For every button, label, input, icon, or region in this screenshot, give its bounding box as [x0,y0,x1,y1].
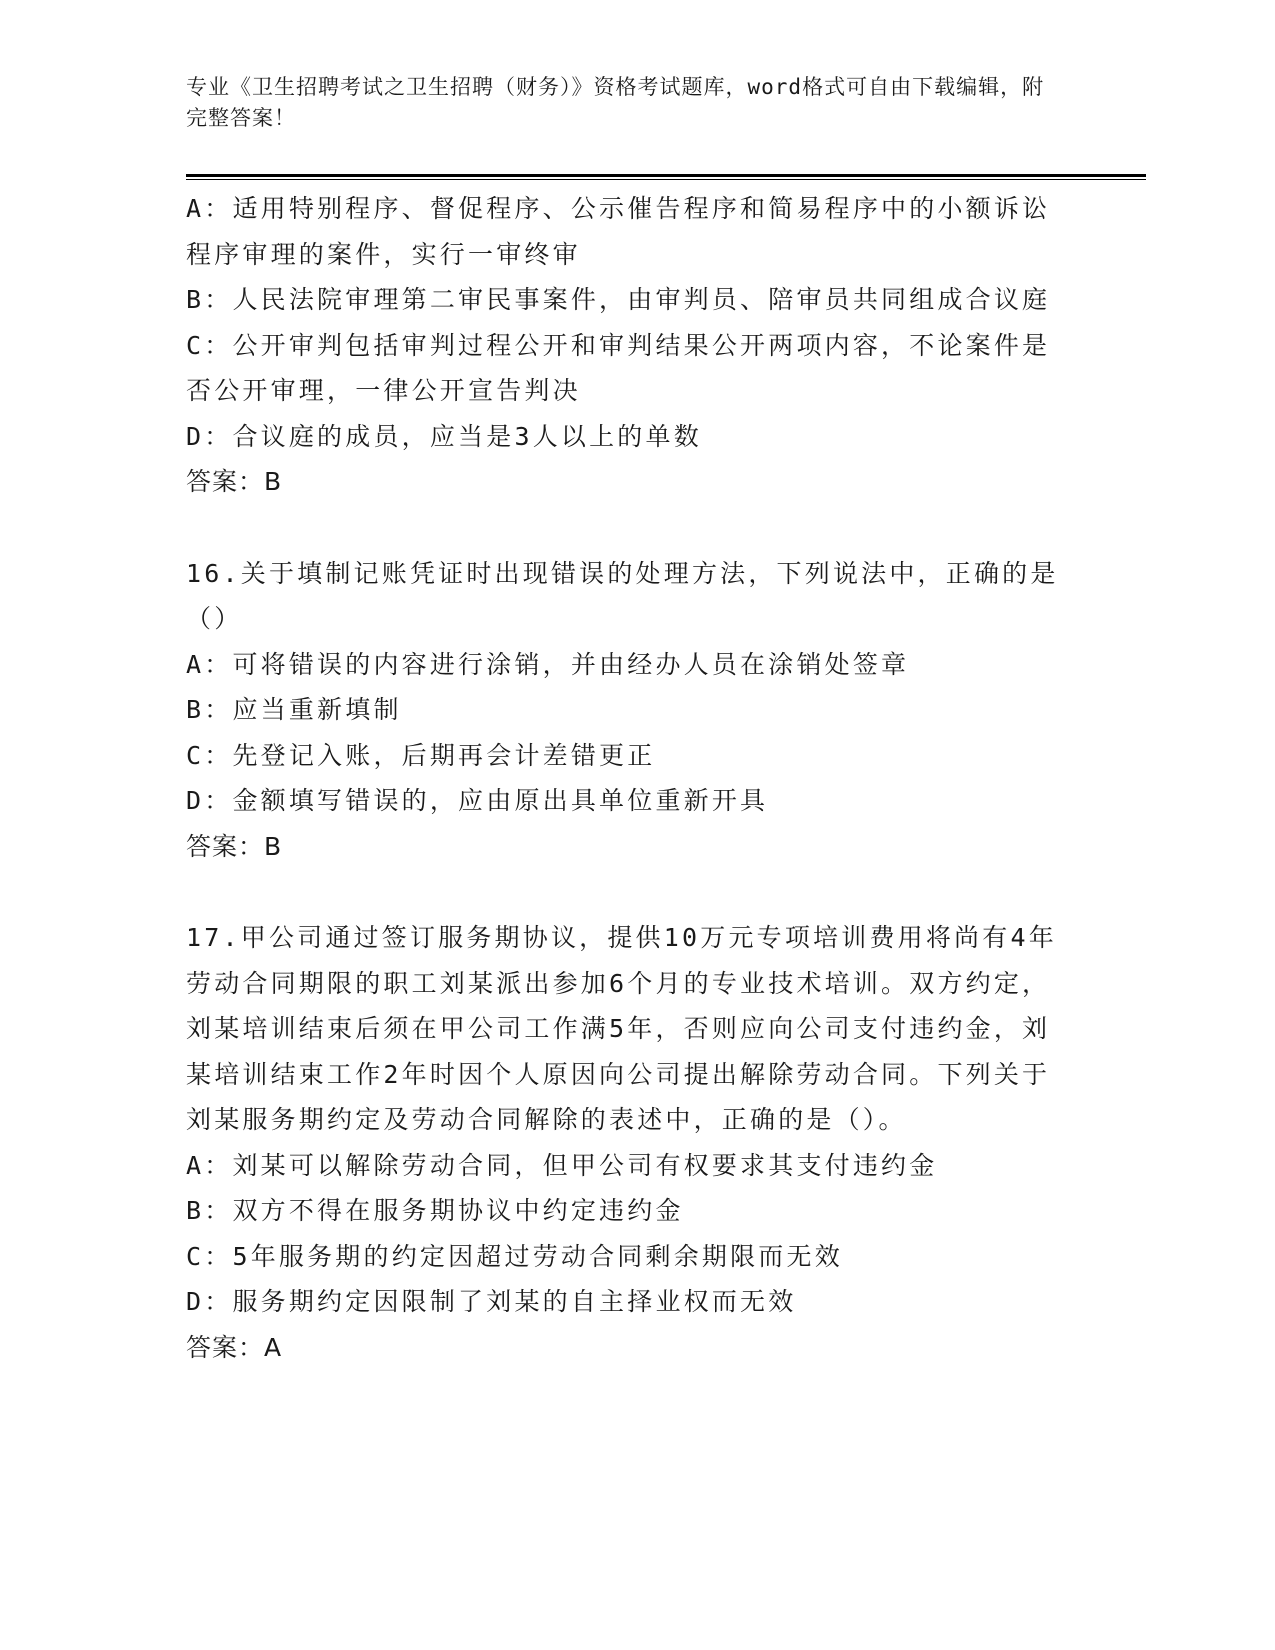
question-stem: 17.甲公司通过签订服务期协议，提供10万元专项培训费用将尚有4年劳动合同期限的职工刘某派出参加6个月的专业技术培训。双方约定，刘某培训结束后须在甲公司工作满5年，否则应向公司支付违约金，刘某培训结束工作2年时因个人原因向公司提出解除劳动合同。下列关于刘某服务期约定及劳动合同解除的表述中，正确的是（）。 [186,923,1057,1134]
option-d: D：服务期约定因限制了刘某的自主择业权而无效 [186,1287,797,1316]
option-b: B：人民法院审理第二审民事案件，由审判员、陪审员共同组成合议庭 [186,285,1051,314]
option-b: B：双方不得在服务期协议中约定违约金 [186,1196,684,1225]
option-a: A：适用特别程序、督促程序、公示催告程序和简易程序中的小额诉讼程序审理的案件，实行一审终审 [186,194,1051,269]
answer-line: 答案：A [186,1332,283,1362]
document-page [186,72,1146,1370]
question-15-continued [186,186,1061,505]
header-divider [186,174,1146,180]
option-a: A：可将错误的内容进行涂销，并由经办人员在涂销处签章 [186,649,910,679]
answer-line: 答案：B [186,831,283,861]
option-b: B：应当重新填制 [186,695,402,724]
option-a: A：刘某可以解除劳动合同，但甲公司有权要求其支付违约金 [186,1150,938,1180]
option-d: D：金额填写错误的，应由原出具单位重新开具 [186,786,769,815]
answer-line: 答案：B [186,467,283,496]
question-17 [186,915,1061,1370]
option-d: D：合议庭的成员，应当是3人以上的单数 [186,421,702,451]
document-header: 专业《卫生招聘考试之卫生招聘（财务）》资格考试题库，word格式可自由下载编辑，附完整答案！ [186,75,1045,130]
option-c: C：公开审判包括审判过程公开和审判结果公开两项内容，不论案件是否公开审理，一律公开宣告判决 [186,330,1051,405]
question-stem: 16.关于填制记账凭证时出现错误的处理方法，下列说法中，正确的是（） [186,558,1059,633]
option-c: C：5年服务期的约定因超过劳动合同剩余期限而无效 [186,1241,843,1271]
question-16 [186,551,1061,870]
option-c: C：先登记入账，后期再会计差错更正 [186,740,656,770]
